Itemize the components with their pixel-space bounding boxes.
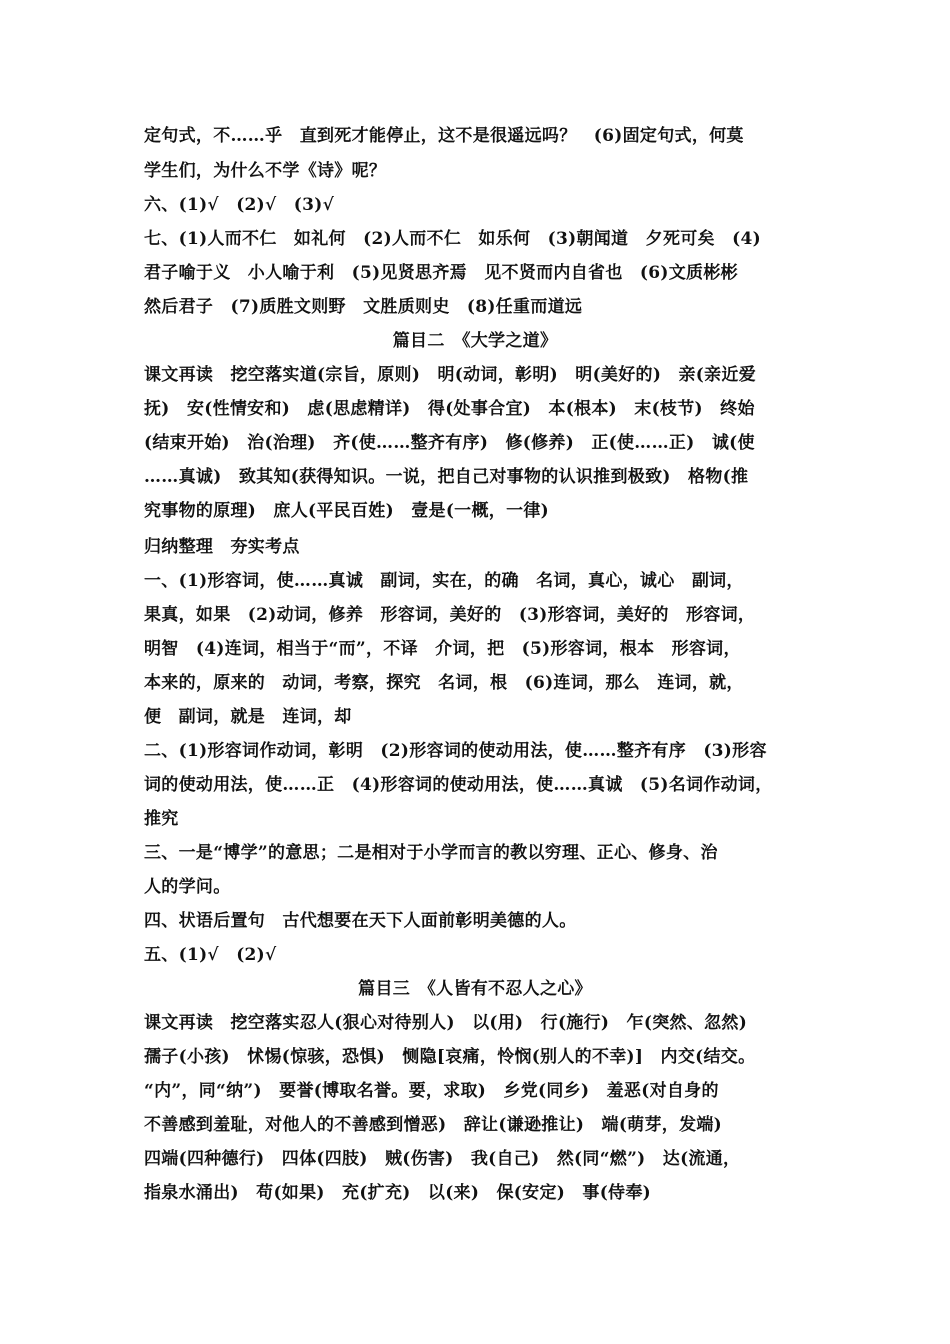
text-line: 五、(1)√ (2)√ bbox=[144, 945, 277, 965]
text-line: 果真，如果 (2)动词，修养 形容词，美好的 (3)形容词，美好的 形容词， bbox=[144, 605, 756, 625]
text-line: 四端(四种德行) 四体(四肢) 贼(伤害) 我(自己) 然(同“燃”) 达(流通， bbox=[144, 1149, 741, 1169]
text-line: (结束开始) 治(治理) 齐(使……整齐有序) 修(修养) 正(使……正) 诚(使 bbox=[144, 433, 755, 453]
text-line: 三、一是“博学”的意思；二是相对于小学而言的教以穷理、正心、修身、治 bbox=[144, 843, 718, 863]
text-line: 七、(1)人而不仁 如礼何 (2)人而不仁 如乐何 (3)朝闻道 夕死可矣 (4) bbox=[144, 229, 761, 249]
text-line: 本来的，原来的 动词，考察，探究 名词，根 (6)连词，那么 连词，就， bbox=[144, 673, 744, 693]
text-line: 孺子(小孩) 怵惕(惊骇，恐惧) 恻隐[哀痛，怜悯(别人的不幸)] 内交(结交。 bbox=[144, 1047, 756, 1067]
text-line: 指泉水涌出) 苟(如果) 充(扩充) 以(来) 保(安定) 事(侍奉) bbox=[144, 1183, 651, 1203]
text-line: 四、状语后置句 古代想要在天下人面前彰明美德的人。 bbox=[144, 911, 577, 931]
text-line: 定句式，不……乎 直到死才能停止，这不是很遥远吗？ (6)固定句式，何莫 bbox=[144, 126, 744, 146]
text-line: 推究 bbox=[144, 809, 179, 829]
text-line: 抚) 安(性情安和) 虑(思虑精详) 得(处事合宜) 本(根本) 末(枝节) 终始 bbox=[144, 399, 755, 419]
text-line: 究事物的原理) 庶人(平民百姓) 壹是(一概，一律) bbox=[144, 501, 550, 521]
text-line: 六、(1)√ (2)√ (3)√ bbox=[144, 195, 335, 215]
section-title: 篇目二 《大学之道》 bbox=[392, 331, 558, 351]
subsection-heading: 归纳整理 夯实考点 bbox=[144, 537, 300, 557]
text-line: 学生们，为什么不学《诗》呢？ bbox=[144, 161, 387, 181]
text-line: 课文再读 挖空落实忍人(狠心对待别人) 以(用) 行(施行) 乍(突然、忽然) bbox=[144, 1013, 748, 1033]
text-line: 词的使动用法，使……正 (4)形容词的使动用法，使……真诚 (5)名词作动词， bbox=[144, 775, 773, 795]
text-line: 不善感到羞耻，对他人的不善感到憎恶) 辞让(谦逊推让) 端(萌芽，发端) bbox=[144, 1115, 723, 1135]
text-line: 人的学问。 bbox=[144, 877, 231, 897]
text-line: 然后君子 (7)质胜文则野 文胜质则史 (8)任重而道远 bbox=[144, 297, 583, 317]
text-line: 一、(1)形容词，使……真诚 副词，实在，的确 名词，真心，诚心 副词， bbox=[144, 571, 744, 591]
text-line: 便 副词，就是 连词，却 bbox=[144, 707, 352, 727]
text-line: “内”，同“纳”) 要誉(博取名誉。要，求取) 乡党(同乡) 羞恶(对自身的 bbox=[144, 1081, 719, 1101]
text-line: ……真诚) 致其知(获得知识。一说，把自己对事物的认识推到极致) 格物(推 bbox=[144, 467, 749, 487]
text-line: 二、(1)形容词作动词，彰明 (2)形容词的使动用法，使……整齐有序 (3)形容 bbox=[144, 741, 767, 761]
text-line: 明智 (4)连词，相当于“而”，不译 介词，把 (5)形容词，根本 形容词， bbox=[144, 639, 741, 659]
text-line: 课文再读 挖空落实道(宗旨，原则) 明(动词，彰明) 明(美好的) 亲(亲近爱 bbox=[144, 365, 757, 385]
section-title: 篇目三 《人皆有不忍人之心》 bbox=[358, 979, 592, 999]
text-line: 君子喻于义 小人喻于利 (5)见贤思齐焉 见不贤而内自省也 (6)文质彬彬 bbox=[144, 263, 738, 283]
